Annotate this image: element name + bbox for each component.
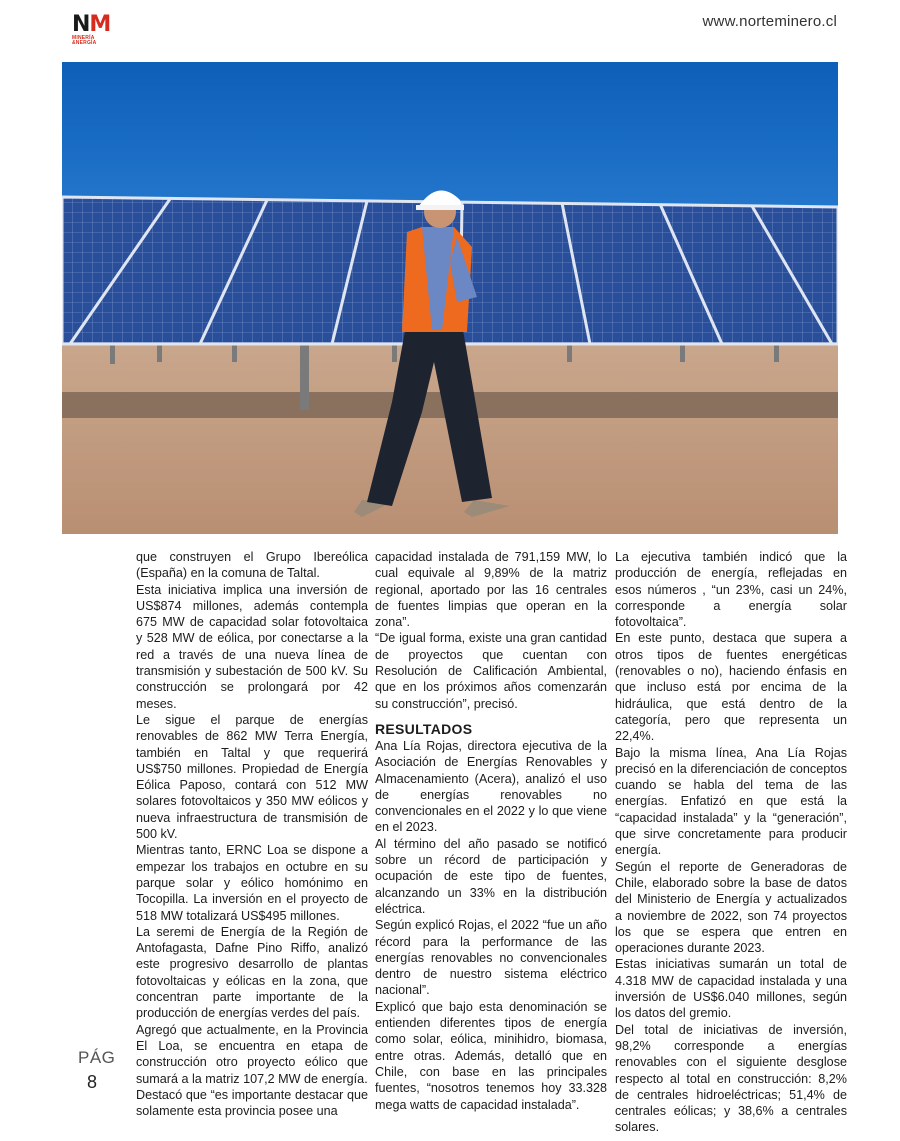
website-url[interactable]: www.norteminero.cl [702, 13, 837, 30]
article-column-3 [615, 549, 847, 1136]
paragraph: Al término del año pasado se notificó sobre un récord de participación y ocupación de este tipo de fuentes, alcanzando un 33% en la distribución eléctrica. [375, 836, 607, 916]
page-number: 8 [87, 1072, 98, 1092]
paragraph: Esta iniciativa implica una inversión de US$874 millones, además contempla 675 MW de capacidad solar fotovoltaica y 528 MW de eólica, por conectarse a la red a través de una nueva línea de transmisión y subestación de 500 kV. Su construcción se prolongará por 42 meses. [136, 582, 368, 711]
paragraph: La seremi de Energía de la Región de Antofagasta, Dafne Pino Riffo, analizó este progresivo desarrollo de plantas fotovoltaicas y eólicas en la zona, que concentran parte importante de la producción de energías verdes del país. [136, 924, 368, 1021]
logo-letter-n: N [72, 12, 90, 37]
paragraph: Le sigue el parque de energías renovables de 862 MW Terra Energía, también en Taltal y que requerirá US$750 millones. Propiedad de Energía Eólica Paposo, contará con 512 MW solares fotovoltaicos y 350 MW eólicos y nueva infraestructura de transmisión de 500 kV. [136, 712, 368, 842]
magazine-logo [72, 14, 112, 46]
paragraph: En este punto, destaca que supera a otros tipos de fuentes energéticas (renovables o no), haciendo énfasis en que incluso está por encima de la hidráulica, que está dentro de la categoría, pero que representa un 22,4%. [615, 631, 847, 744]
solar-panels-worker-photo [62, 62, 838, 534]
article-column-1 [136, 549, 368, 1119]
paragraph: Según el reporte de Generadoras de Chile, elaborado sobre la base de datos del Ministerio de Energía y actualizados a noviembre de 2022, son 74 proyectos los que se espera que entren en operaciones durante 2023. [615, 859, 847, 956]
page-label: PÁG [78, 1048, 116, 1067]
logo-subtitle-1: MINERÍA [72, 35, 95, 41]
article-column-2 [375, 549, 607, 1113]
paragraph: Agregó que actualmente, en la Provincia El Loa, se encuentra en etapa de construcción otro proyecto eólico que sumará a la matriz 107,2 MW de energía. [136, 1022, 368, 1086]
paragraph: Destacó que “es importante destacar que solamente esta provincia posee una [136, 1087, 368, 1119]
paragraph: Del total de iniciativas de inversión, 98,2% corresponde a energías renovables con el siguiente desglose respecto al total en construcción: 8,2% de centrales hidroeléctricas; 51,4% de centrales eólicas; y 38,6% a centrales solares. [615, 1022, 847, 1135]
paragraph: Mientras tanto, ERNC Loa se dispone a empezar los trabajos en octubre en su parque solar y eólico homónimo en Tocopilla. La inversión en el proyecto de 518 MW totalizará US$495 millones. [136, 843, 368, 923]
logo-subtitle-2: &NERGÍA [72, 40, 97, 46]
paragraph: “De igual forma, existe una gran cantidad de proyectos que cuentan con Resolución de Calificación Ambiental, que en los próximos años comenzarán su construcción”, precisó. [375, 631, 607, 711]
paragraph: La ejecutiva también indicó que la producción de energía, reflejadas en esos números , “un 23%, casi un 24%, corresponde a energía solar fotovoltaica”. [615, 550, 847, 630]
paragraph: Según explicó Rojas, el 2022 “fue un año récord para la performance de las energías renovables no convencionales dentro de nuestro sistema eléctrico nacional”. [375, 918, 607, 998]
paragraph: Bajo la misma línea, Ana Lía Rojas precisó en la diferenciación de conceptos cuando se habla del tema de las energías. Enfatizó en que está la “capacidad instalada” y la “generación”, que sirve concretamente para producir energía. [615, 745, 847, 858]
paragraph: Ana Lía Rojas, directora ejecutiva de la Asociación de Energías Renovables y Almacenamiento (Acera), analizó el uso de energías renovables no convencionales en el 2022 y lo que viene en el 2023. [375, 738, 607, 835]
section-heading: RESULTADOS [375, 720, 473, 737]
paragraph: Explicó que bajo esta denominación se entienden diferentes tipos de energía como solar, eólica, minihidro, biomasa, entre otras. Además, detalló que en Chile, con base en las principales fuentes, “nosotros tenemos hoy 33.328 mega watts de capacidad instalada”. [375, 999, 607, 1112]
logo-letter-m: M [89, 12, 111, 37]
paragraph: que construyen el Grupo Ibereólica (España) en la comuna de Taltal. [136, 550, 368, 581]
paragraph: Estas iniciativas sumarán un total de 4.318 MW de capacidad instalada y una inversión de US$6.040 millones, según los datos del gremio. [615, 957, 847, 1021]
paragraph: capacidad instalada de 791,159 MW, lo cual equivale al 9,89% de la matriz regional, aportado por las 16 centrales de fuentes limpias que operan en la zona”. [375, 550, 607, 630]
